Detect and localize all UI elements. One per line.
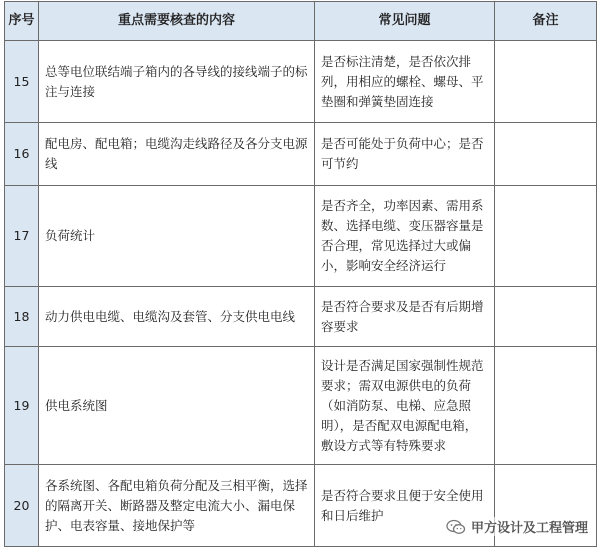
row-number: 20 <box>5 465 39 547</box>
row-issues: 是否齐全，功率因素、需用系数、选择电缆、变压器容量是否合理，常见选择过大或偏小，影响安全经济运行 <box>315 186 495 287</box>
row-remarks <box>495 347 597 465</box>
row-content: 负荷统计 <box>39 186 315 287</box>
row-content: 供电系统图 <box>39 347 315 465</box>
wechat-icon <box>446 519 466 535</box>
row-issues: 是否符合要求及是否有后期增容要求 <box>315 287 495 347</box>
watermark <box>446 517 588 536</box>
table-row <box>5 347 597 465</box>
header-content: 重点需要核查的内容 <box>39 2 315 41</box>
row-remarks <box>495 287 597 347</box>
table-row <box>5 41 597 123</box>
watermark-text: 甲方设计及工程管理 <box>470 521 588 536</box>
row-remarks <box>495 41 597 123</box>
row-issues: 设计是否满足国家强制性规范要求；需双电源供电的负荷（如消防泵、电梯、应急照明），是否配双电源配电箱，敷设方式等有特殊要求 <box>315 347 495 465</box>
table-row <box>5 287 597 347</box>
row-issues: 是否符合要求且便于安全使用和日后维护 <box>315 465 495 547</box>
table-row <box>5 186 597 287</box>
review-table <box>4 1 597 547</box>
row-number: 19 <box>5 347 39 465</box>
row-content: 动力供电电缆、电缆沟及套管、分支供电电线 <box>39 287 315 347</box>
row-content: 配电房、配电箱；电缆沟走线路径及各分支电源线 <box>39 123 315 186</box>
row-content: 各系统图、各配电箱负荷分配及三相平衡，选择的隔离开关、断路器及整定电流大小、漏电保护、电表容量、接地保护等 <box>39 465 315 547</box>
header-row <box>5 2 597 41</box>
row-remarks <box>495 123 597 186</box>
header-remarks: 备注 <box>495 2 597 41</box>
header-issues: 常见问题 <box>315 2 495 41</box>
row-issues: 是否标注清楚，是否依次排列，用相应的螺栓、螺母、平垫圈和弹簧垫固连接 <box>315 41 495 123</box>
table-row <box>5 123 597 186</box>
row-content: 总等电位联结端子箱内的各导线的接线端子的标注与连接 <box>39 41 315 123</box>
row-number: 17 <box>5 186 39 287</box>
row-remarks <box>495 186 597 287</box>
row-issues: 是否可能处于负荷中心；是否可节约 <box>315 123 495 186</box>
row-number: 16 <box>5 123 39 186</box>
row-number: 15 <box>5 41 39 123</box>
header-no: 序号 <box>5 2 39 41</box>
row-number: 18 <box>5 287 39 347</box>
